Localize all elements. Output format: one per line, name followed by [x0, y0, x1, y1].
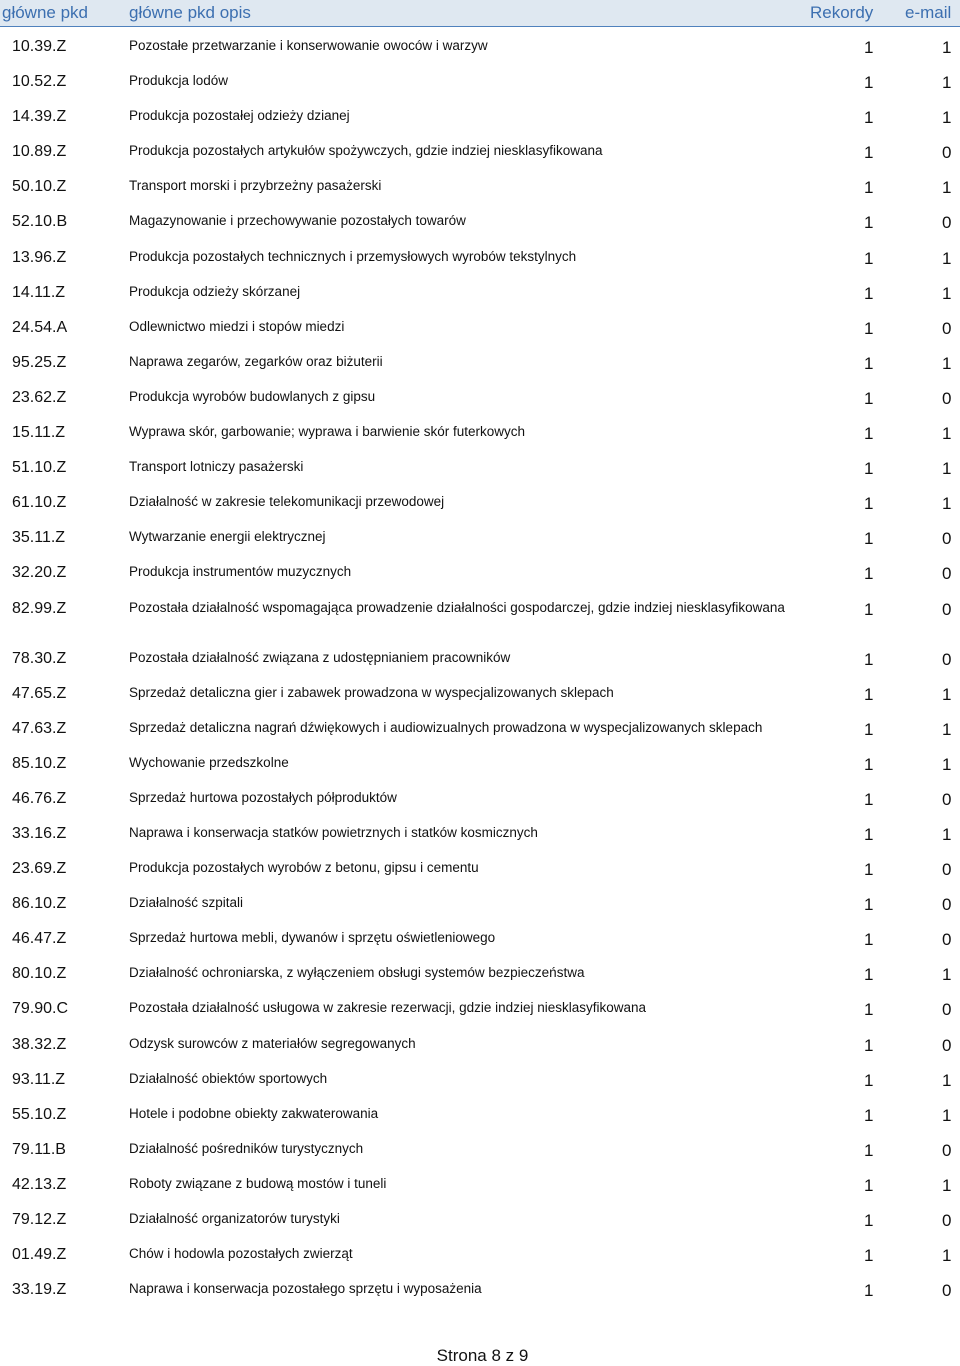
pkd-description: Działalność ochroniarska, z wyłączeniem obsługi systemów bezpieczeństwa [129, 965, 585, 981]
email-count: 0 [942, 1140, 952, 1160]
email-count: 0 [942, 1211, 952, 1230]
records-count: 1 [864, 73, 874, 93]
records-count: 1 [864, 529, 874, 549]
table-row [0, 554, 960, 589]
pkd-description: Transport lotniczy pasażerski [129, 459, 304, 475]
table-row [0, 344, 960, 379]
table-row [0, 1271, 960, 1306]
email-count: 1 [942, 1105, 952, 1125]
records-count: 1 [864, 1000, 874, 1020]
page-number: Strona 8 z 9 [436, 1346, 529, 1365]
pkd-description: Sprzedaż hurtowa pozostałych półproduktów [129, 789, 397, 805]
records-count: 1 [864, 824, 874, 844]
pkd-description: Produkcja lodów [129, 73, 229, 89]
pkd-description: Produkcja pozostałej odzieży dzianej [129, 108, 350, 124]
pkd-code: 23.69.Z [12, 860, 67, 878]
pkd-code: 93.11.Z [12, 1070, 66, 1088]
pkd-description: Działalność obiektów sportowych [129, 1070, 328, 1086]
records-count: 1 [864, 1281, 874, 1301]
pkd-code: 13.96.Z [12, 248, 67, 266]
records-count: 1 [864, 424, 874, 444]
column-header-description: główne pkd opis [129, 3, 251, 22]
pkd-description: Produkcja pozostałych artykułów spożywczych, gdzie indziej niesklasyfikowana [129, 143, 603, 159]
pkd-code: 95.25.Z [12, 353, 67, 371]
table-row [0, 815, 960, 850]
pkd-description: Chów i hodowla pozostałych zwierząt [129, 1246, 353, 1262]
records-count: 1 [864, 1070, 874, 1090]
email-count: 0 [942, 930, 952, 950]
table-row [0, 955, 960, 990]
pkd-description: Wytwarzanie energii elektrycznej [129, 529, 326, 545]
table-row [0, 484, 960, 519]
table-row [0, 640, 960, 675]
table-row [0, 780, 960, 815]
records-count: 1 [864, 564, 874, 584]
pkd-description: Wychowanie przedszkolne [129, 754, 289, 770]
records-count: 1 [864, 789, 874, 809]
table-row [0, 274, 960, 309]
email-count: 1 [942, 353, 952, 373]
pkd-code: 35.11.Z [12, 529, 66, 547]
pkd-description: Sprzedaż detaliczna gier i zabawek prowadzona w wyspecjalizowanych sklepach [129, 684, 614, 700]
pkd-code: 32.20.Z [12, 564, 67, 582]
table-header [0, 0, 960, 27]
records-count: 1 [864, 1211, 874, 1230]
email-count: 0 [942, 649, 952, 669]
pkd-code: 78.30.Z [12, 649, 67, 667]
pkd-code: 82.99.Z [12, 599, 67, 617]
email-count: 1 [942, 1175, 952, 1195]
pkd-description: Roboty związane z budową mostów i tuneli [129, 1175, 387, 1191]
table-row [0, 449, 960, 484]
pkd-description: Sprzedaż detaliczna nagrań dźwiękowych i audiowizualnych prowadzona w wyspecjalizowanych sklepach [129, 719, 763, 735]
email-count: 0 [942, 1281, 952, 1301]
pkd-description: Działalność organizatorów turystyki [129, 1211, 340, 1226]
pkd-description: Produkcja pozostałych wyrobów z betonu, gipsu i cementu [129, 860, 479, 876]
table-row [0, 414, 960, 449]
email-count: 0 [942, 789, 952, 809]
records-count: 1 [864, 388, 874, 408]
pkd-code: 14.11.Z [12, 283, 66, 301]
table-row [0, 309, 960, 344]
pkd-code: 14.39.Z [12, 108, 67, 126]
pkd-description: Działalność szpitali [129, 895, 244, 911]
pkd-description: Naprawa i konserwacja pozostałego sprzętu i wyposażenia [129, 1281, 482, 1297]
email-count: 1 [942, 754, 952, 774]
pkd-code: 85.10.Z [12, 754, 67, 772]
pkd-code: 55.10.Z [12, 1105, 67, 1123]
column-header-records: Rekordy [810, 3, 874, 22]
records-count: 1 [864, 108, 874, 128]
email-count: 0 [942, 1000, 952, 1020]
email-count: 0 [942, 213, 952, 233]
pkd-code: 50.10.Z [12, 178, 67, 196]
pkd-description: Produkcja wyrobów budowlanych z gipsu [129, 388, 376, 404]
records-count: 1 [864, 248, 874, 268]
table-row [0, 1166, 960, 1201]
table-row [0, 98, 960, 133]
table-row [0, 590, 960, 640]
pkd-code: 33.16.Z [12, 824, 67, 842]
email-count: 1 [942, 1246, 952, 1266]
pkd-code: 80.10.Z [12, 965, 67, 983]
email-count: 0 [942, 388, 952, 408]
email-count: 1 [942, 965, 952, 985]
records-count: 1 [864, 684, 874, 704]
pkd-code: 79.12.Z [12, 1211, 67, 1228]
pkd-code: 61.10.Z [12, 494, 67, 512]
pkd-description: Produkcja odzieży skórzanej [129, 283, 301, 299]
pkd-code: 15.11.Z [12, 424, 66, 442]
pkd-description: Pozostała działalność związana z udostępnianiem pracowników [129, 649, 511, 665]
table-row [0, 745, 960, 780]
records-count: 1 [864, 1246, 874, 1266]
records-count: 1 [864, 1105, 874, 1125]
table-row [0, 203, 960, 238]
table-row [0, 1096, 960, 1131]
pkd-code: 42.13.Z [12, 1175, 67, 1193]
email-count: 1 [942, 494, 952, 514]
email-count: 1 [942, 178, 952, 198]
records-count: 1 [864, 895, 874, 915]
records-count: 1 [864, 965, 874, 985]
pkd-code: 46.76.Z [12, 789, 67, 807]
records-count: 1 [864, 1035, 874, 1055]
email-count: 0 [942, 529, 952, 549]
records-count: 1 [864, 38, 874, 57]
records-count: 1 [864, 494, 874, 514]
pkd-description: Produkcja pozostałych technicznych i przemysłowych wyrobów tekstylnych [129, 248, 577, 264]
records-count: 1 [864, 283, 874, 303]
records-count: 1 [864, 143, 874, 163]
records-count: 1 [864, 318, 874, 338]
records-count: 1 [864, 459, 874, 479]
pkd-description: Transport morski i przybrzeżny pasażerski [129, 178, 382, 194]
table-row [0, 990, 960, 1025]
pkd-code: 38.32.Z [12, 1035, 67, 1053]
email-count: 1 [942, 108, 952, 128]
table-row [0, 920, 960, 955]
records-count: 1 [864, 1175, 874, 1195]
table-row [0, 379, 960, 414]
column-header-pkd: główne pkd [2, 3, 89, 22]
table-row [0, 28, 960, 63]
table-row [0, 710, 960, 745]
email-count: 0 [942, 143, 952, 163]
email-count: 0 [942, 860, 952, 880]
table-row [0, 885, 960, 920]
email-count: 1 [942, 248, 952, 268]
table-row [0, 1026, 960, 1061]
table-row [0, 1201, 960, 1236]
table-row [0, 63, 960, 98]
email-count: 1 [942, 459, 952, 479]
table-row [0, 168, 960, 203]
records-count: 1 [864, 599, 874, 619]
pkd-description: Pozostała działalność wspomagająca prowadzenie działalności gospodarczej, gdzie indziej niesklasyfikowana [129, 599, 785, 615]
table-row [0, 1131, 960, 1166]
email-count: 0 [942, 895, 952, 915]
table-row [0, 239, 960, 274]
email-count: 1 [942, 38, 952, 57]
records-count: 1 [864, 754, 874, 774]
pkd-description: Naprawa zegarów, zegarków oraz biżuterii [129, 353, 383, 369]
table-body [0, 28, 960, 1306]
pkd-code: 46.47.Z [12, 930, 67, 948]
table-row [0, 519, 960, 554]
pkd-code: 10.52.Z [12, 73, 67, 91]
email-count: 1 [942, 719, 952, 739]
records-count: 1 [864, 719, 874, 739]
email-count: 1 [942, 1070, 952, 1090]
table-row [0, 850, 960, 885]
pkd-description: Pozostała działalność usługowa w zakresie rezerwacji, gdzie indziej niesklasyfikowana [129, 1000, 647, 1016]
pkd-code: 47.65.Z [12, 684, 67, 702]
email-count: 1 [942, 424, 952, 444]
pkd-description: Odzysk surowców z materiałów segregowanych [129, 1035, 416, 1051]
pkd-description: Naprawa i konserwacja statków powietrznych i statków kosmicznych [129, 824, 538, 840]
email-count: 1 [942, 684, 952, 704]
records-count: 1 [864, 353, 874, 373]
column-header-email: e-mail [905, 3, 952, 22]
pkd-code: 47.63.Z [12, 719, 67, 737]
records-count: 1 [864, 930, 874, 950]
pkd-code: 79.11.B [12, 1140, 66, 1158]
records-count: 1 [864, 178, 874, 198]
pkd-code: 10.89.Z [12, 143, 67, 161]
pkd-code: 23.62.Z [12, 388, 67, 406]
pkd-code: 24.54.A [12, 318, 68, 336]
pkd-code: 33.19.Z [12, 1281, 67, 1299]
email-count: 0 [942, 564, 952, 584]
pkd-description: Działalność pośredników turystycznych [129, 1140, 364, 1156]
pkd-description: Magazynowanie i przechowywanie pozostałych towarów [129, 213, 466, 229]
pkd-code: 79.90.C [12, 1000, 69, 1018]
table-row [0, 1061, 960, 1096]
pkd-code: 86.10.Z [12, 895, 67, 913]
table-row [0, 1236, 960, 1271]
pkd-description: Pozostałe przetwarzanie i konserwowanie owoców i warzyw [129, 38, 488, 53]
pkd-code: 01.49.Z [12, 1246, 67, 1264]
email-count: 0 [942, 1035, 952, 1055]
pkd-description: Hotele i podobne obiekty zakwaterowania [129, 1105, 379, 1121]
pkd-code: 52.10.B [12, 213, 68, 231]
records-count: 1 [864, 213, 874, 233]
table-row [0, 675, 960, 710]
table-row [0, 133, 960, 168]
email-count: 1 [942, 824, 952, 844]
records-count: 1 [864, 860, 874, 880]
pkd-description: Sprzedaż hurtowa mebli, dywanów i sprzętu oświetleniowego [129, 930, 496, 946]
email-count: 1 [942, 73, 952, 93]
pkd-description: Działalność w zakresie telekomunikacji przewodowej [129, 494, 445, 510]
email-count: 1 [942, 283, 952, 303]
pkd-code: 51.10.Z [12, 459, 67, 477]
pkd-description: Odlewnictwo miedzi i stopów miedzi [129, 318, 345, 334]
pkd-code: 10.39.Z [12, 38, 67, 55]
email-count: 0 [942, 318, 952, 338]
records-count: 1 [864, 1140, 874, 1160]
email-count: 0 [942, 599, 952, 619]
pkd-description: Produkcja instrumentów muzycznych [129, 564, 352, 580]
records-count: 1 [864, 649, 874, 669]
pkd-description: Wyprawa skór, garbowanie; wyprawa i barwienie skór futerkowych [129, 424, 526, 440]
